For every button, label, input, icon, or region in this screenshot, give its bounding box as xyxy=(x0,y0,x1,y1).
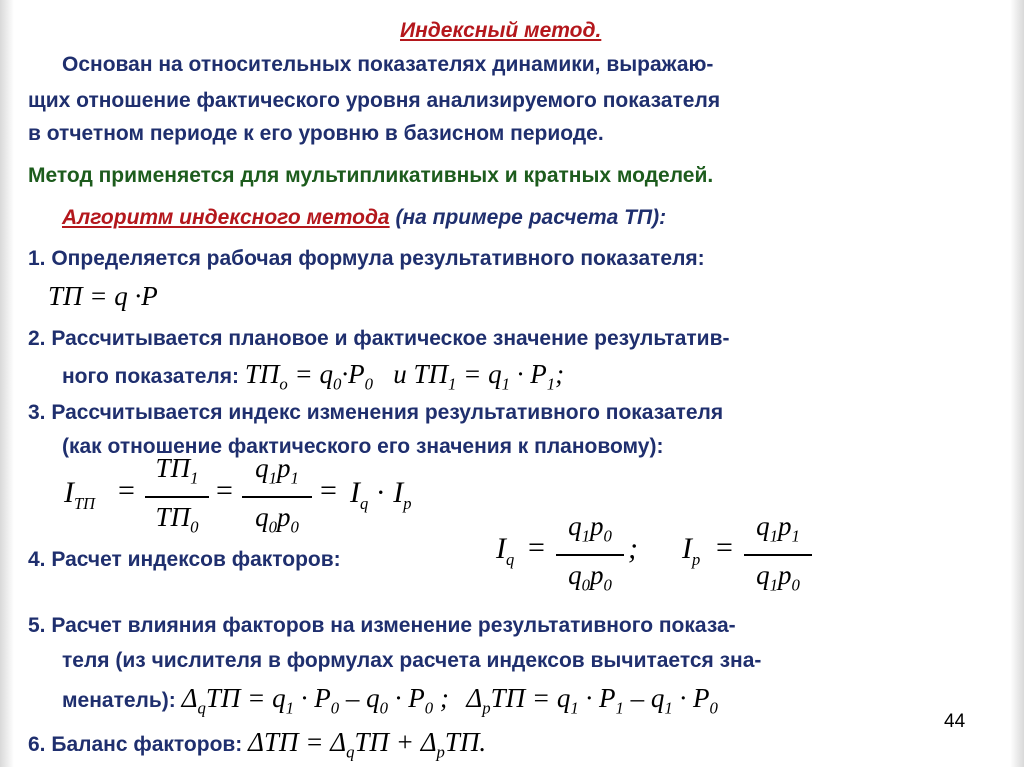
factor-p-influence-formula: $\Delta_pТП = q_1 \cdot P_1 - q_1 \cdot P_0$ xyxy=(466,683,718,718)
step-5-label: менатель): xyxy=(62,689,176,712)
step-6 xyxy=(28,729,486,765)
algorithm-heading-suffix: (на примере расчета ТП): xyxy=(389,206,667,229)
intro-line-2: щих отношение фактического уровня анализируемого показателя xyxy=(28,89,721,112)
page-number: 44 xyxy=(944,711,966,732)
step-1: 1. Определяется рабочая формула результативного показателя: xyxy=(28,247,705,270)
step-3-line-2: (как отношение фактического его значения к плановому): xyxy=(62,435,664,458)
right-edge-shadow xyxy=(1010,0,1024,767)
fraction-ip: $q_1p_1$ $q_1p_0$ xyxy=(744,511,812,601)
method-note: Метод применяется для мультипликативных и кратных моделей. xyxy=(28,164,714,187)
iq-symbol: $I_q$ xyxy=(496,532,515,569)
balance-formula: $\Delta ТП = \Delta_qТП + \Delta_pТП$. xyxy=(248,727,487,762)
step-6-label: 6. Баланс факторов: xyxy=(28,733,243,756)
left-edge-shadow xyxy=(0,0,14,767)
step-2-line-2 xyxy=(62,361,564,397)
factor-q-influence-formula: $\Delta_qТП = q_1 \cdot P_0 - q_0 \cdot P_0$ ; xyxy=(181,683,449,718)
step-5-line-3 xyxy=(62,685,718,721)
itp-symbol: $I_{ТП}$ xyxy=(64,476,96,513)
itp-product: $I_q \cdot I_p$ xyxy=(350,476,412,513)
iq-semicolon: ; xyxy=(628,532,638,565)
itp-equals-3: = xyxy=(320,474,337,507)
fraction-iq: $q_1p_0$ $q_0p_0$ xyxy=(556,511,624,601)
itp-equals-1: = xyxy=(118,474,135,507)
ip-equals: = xyxy=(716,531,733,564)
ip-symbol: $I_p$ xyxy=(682,532,701,569)
step-4: 4. Расчет индексов факторов: xyxy=(28,548,341,571)
intro-line-1: Основан на относительных показателях динамики, выражаю- xyxy=(62,53,714,76)
step-2-label: ного показателя: xyxy=(62,365,239,388)
algorithm-heading xyxy=(62,205,666,231)
step-2-line-1: 2. Рассчитывается плановое и фактическое значение результатив- xyxy=(28,327,730,350)
iq-equals: = xyxy=(528,531,545,564)
step-5-line-1: 5. Расчет влияния факторов на изменение результативного показа- xyxy=(28,614,736,637)
algorithm-heading-title: Алгоритм индексного метода xyxy=(62,206,390,229)
slide-title: Индексный метод. xyxy=(400,19,602,42)
step-5-line-2: теля (из числителя в формулах расчета индексов вычитается зна- xyxy=(62,649,762,672)
step-3-line-1: 3. Рассчитывается индекс изменения результативного показателя xyxy=(28,401,724,424)
step-2-formula: $ТП_o = q_0\cdot P_0$ и $ТП_1 = q_1 \cdot P_1$; xyxy=(244,359,565,394)
step-1-formula: ТП = q ·P xyxy=(48,281,158,311)
intro-line-3: в отчетном периоде к его уровню в базисном периоде. xyxy=(28,122,604,145)
fraction-q1p1-q0p0: $q_1p_1$ $q_0p_0$ xyxy=(242,453,312,543)
fraction-tp1-tp0: $ТП_1$ $ТП_0$ xyxy=(145,453,209,543)
itp-equals-2: = xyxy=(216,474,233,507)
